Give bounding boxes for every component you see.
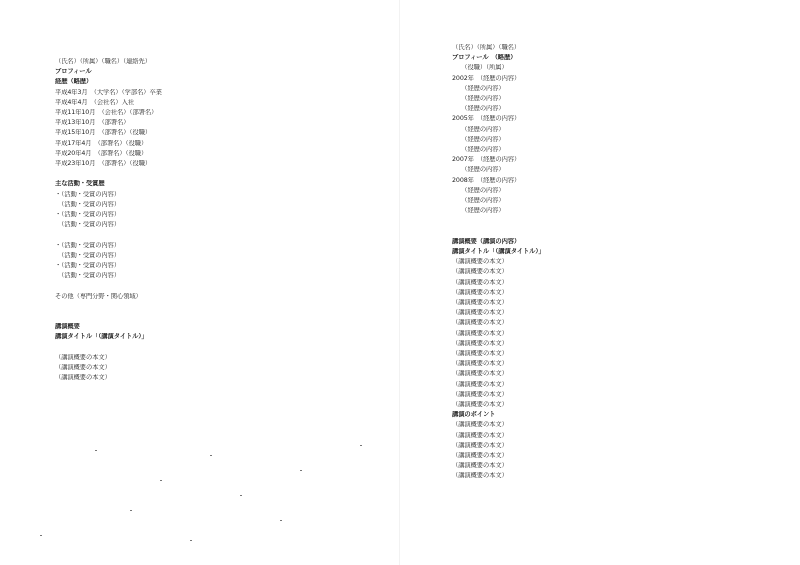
- text-line: 平成4年3月 （大学名）（学部名）卒業: [55, 88, 162, 96]
- scan-speck: [210, 455, 212, 456]
- text-line: （経歴の内容）: [452, 105, 505, 113]
- text-line: （講演概要の本文）: [452, 278, 508, 286]
- text-line: 2005年 （経歴の内容）: [452, 115, 521, 123]
- text-line: （講演概要の本文）: [452, 472, 508, 480]
- text-line: 平成17年4月 （部署名）（役職）: [55, 139, 148, 147]
- text-line: （講演概要の本文）: [452, 380, 508, 388]
- text-line: （経歴の内容）: [452, 197, 505, 204]
- scan-speck: [280, 520, 282, 521]
- text-line: 平成13年10月 （部署名）: [55, 119, 130, 127]
- text-line: （講演概要の本文）: [452, 360, 508, 368]
- text-line: （講演概要の本文）: [452, 268, 508, 276]
- right-page: [400, 0, 800, 565]
- text-line: 平成11年10月 （会社名）（部署名）: [55, 109, 158, 116]
- text-line: （講演概要の本文）: [452, 390, 508, 398]
- text-line: ・（活動・受賞の内容）: [55, 262, 121, 269]
- scan-speck: [360, 445, 362, 446]
- scan-speck: [190, 540, 192, 541]
- text-line: （講演概要の本文）: [55, 374, 111, 382]
- text-line: 主な活動・受賞歴: [55, 180, 105, 188]
- scan-speck: [130, 510, 132, 511]
- text-line: （講演概要の本文）: [55, 353, 111, 361]
- text-line: （経歴の内容）: [452, 95, 505, 102]
- text-line: 平成20年4月 （部署名）（役職）: [55, 149, 148, 157]
- text-line: （氏名）（所属）（職名）（連絡先）: [55, 58, 151, 65]
- text-line: 2002年 （経歴の内容）: [452, 74, 521, 82]
- text-line: （講演概要の本文）: [452, 441, 508, 449]
- scan-speck: [300, 470, 302, 471]
- text-line: （経歴の内容）: [452, 135, 505, 143]
- text-line: 平成23年10月 （部署名）（役職）: [55, 160, 152, 167]
- scan-speck: [160, 480, 162, 481]
- scan-speck: [40, 535, 42, 536]
- scan-speck: [240, 495, 242, 496]
- text-line: （講演概要の本文）: [55, 364, 111, 371]
- text-line: （経歴の内容）: [452, 207, 505, 215]
- text-line: （経歴の内容）: [452, 166, 505, 174]
- text-line: （講演概要の本文）: [452, 339, 508, 347]
- text-line: 講演概要（講演の内容）: [452, 237, 521, 245]
- text-line: （講演概要の本文）: [452, 421, 508, 429]
- text-line: （講演概要の本文）: [452, 309, 508, 317]
- text-line: （講演概要の本文）: [452, 319, 508, 327]
- text-line: （活動・受賞の内容）: [55, 251, 121, 259]
- text-line: 平成4年4月 （会社名）入社: [55, 98, 135, 106]
- text-line: （活動・受賞の内容）: [55, 272, 121, 280]
- text-line: （経歴の内容）: [452, 125, 505, 133]
- text-line: （講演概要の本文）: [452, 462, 508, 470]
- text-line: プロフィール （略歴）: [452, 54, 517, 62]
- text-line: （講演概要の本文）: [452, 329, 508, 337]
- text-line: （講演概要の本文）: [452, 431, 508, 439]
- text-line: 講演タイトル「（講演タイトル）」: [55, 333, 148, 341]
- text-line: 講演概要: [55, 323, 80, 331]
- text-line: （経歴の内容）: [452, 186, 505, 194]
- text-line: その他（専門分野・関心領域）: [55, 292, 142, 300]
- text-line: プロフィール: [55, 68, 92, 76]
- text-line: 経歴（略歴）: [55, 78, 93, 86]
- text-line: 講演タイトル「（講演タイトル）」: [452, 248, 545, 255]
- text-line: （経歴の内容）: [452, 146, 505, 153]
- text-line: （講演概要の本文）: [452, 401, 508, 408]
- text-line: ・（活動・受賞の内容）: [55, 190, 121, 198]
- text-line: 講演のポイント: [452, 411, 496, 419]
- text-line: ・（活動・受賞の内容）: [55, 211, 121, 218]
- text-line: （講演概要の本文）: [452, 288, 508, 296]
- text-line: （氏名）（所属）（職名）: [452, 44, 521, 51]
- text-line: 平成15年10月 （部署名）（役職）: [55, 129, 152, 137]
- text-line: 2007年 （経歴の内容）: [452, 156, 521, 164]
- text-line: （講演概要の本文）: [452, 350, 508, 357]
- text-line: （役職）（所属）: [452, 64, 508, 72]
- text-line: （活動・受賞の内容）: [55, 221, 121, 229]
- text-line: （経歴の内容）: [452, 84, 505, 92]
- text-line: （講演概要の本文）: [452, 452, 508, 459]
- text-line: （活動・受賞の内容）: [55, 200, 121, 208]
- scan-speck: [95, 450, 97, 451]
- text-line: （講演概要の本文）: [452, 299, 508, 306]
- text-line: （講演概要の本文）: [452, 258, 508, 266]
- text-line: ・（活動・受賞の内容）: [55, 241, 121, 249]
- text-line: （講演概要の本文）: [452, 370, 508, 378]
- text-line: 2008年 （経歴の内容）: [452, 176, 521, 184]
